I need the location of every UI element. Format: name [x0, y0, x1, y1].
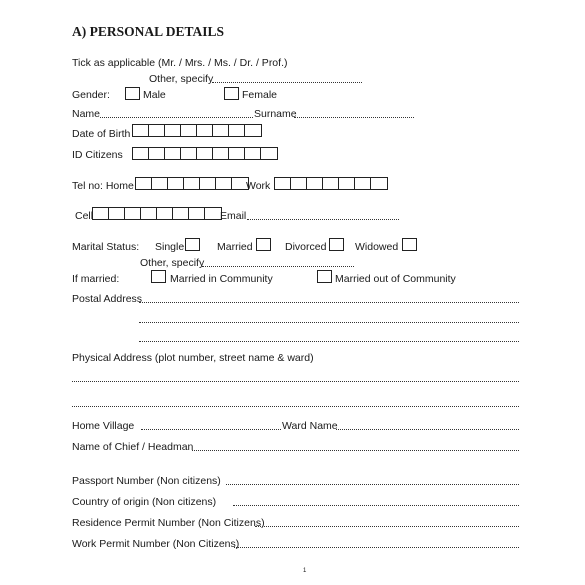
postal-label: Postal Address	[72, 293, 143, 305]
surname-field[interactable]	[294, 117, 414, 118]
ward-field[interactable]	[336, 429, 519, 430]
gender-male-checkbox[interactable]	[125, 87, 140, 100]
name-label: Name	[72, 108, 101, 120]
tel-work-grid[interactable]	[274, 177, 388, 190]
dob-label: Date of Birth	[72, 128, 131, 140]
residence-field[interactable]	[255, 526, 519, 527]
work-permit-field[interactable]	[234, 547, 519, 548]
dob-grid[interactable]	[132, 124, 262, 137]
email-field[interactable]	[247, 219, 399, 220]
postal-line-3[interactable]	[139, 341, 519, 342]
title-instruction: Tick as applicable (Mr. / Mrs. / Ms. / Dr. / Prof.)	[72, 57, 288, 69]
physical-label: Physical Address (plot number, street name & ward)	[72, 352, 314, 364]
country-field[interactable]	[233, 505, 519, 506]
passport-field[interactable]	[226, 484, 519, 485]
section-title: A) PERSONAL DETAILS	[72, 24, 225, 39]
widowed-checkbox[interactable]	[402, 238, 417, 251]
physical-line-1[interactable]	[72, 381, 519, 382]
chief-field[interactable]	[192, 450, 519, 451]
home-village-label: Home Village	[72, 420, 135, 432]
gender-male-label: Male	[143, 89, 166, 101]
home-village-field[interactable]	[141, 429, 281, 430]
marital-other-field[interactable]	[202, 266, 354, 267]
cell-label: Cell	[75, 210, 94, 222]
gender-label: Gender:	[72, 89, 110, 101]
single-label: Single	[155, 241, 185, 253]
surname-label: Surname	[254, 108, 297, 120]
id-grid[interactable]	[132, 147, 278, 160]
marital-label: Marital Status:	[72, 241, 140, 253]
passport-label: Passport Number (Non citizens)	[72, 475, 221, 487]
email-label: Email	[220, 210, 247, 222]
divorced-label: Divorced	[285, 241, 327, 253]
chief-label: Name of Chief / Headman	[72, 441, 194, 453]
married-label: Married	[217, 241, 253, 253]
tel-home-grid[interactable]	[135, 177, 249, 190]
single-checkbox[interactable]	[185, 238, 200, 251]
postal-line-1[interactable]	[139, 302, 519, 303]
tel-home-label: Tel no: Home	[72, 180, 134, 192]
if-married-label: If married:	[72, 273, 120, 285]
community-out-label: Married out of Community	[335, 273, 456, 285]
widowed-label: Widowed	[355, 241, 399, 253]
community-in-label: Married in Community	[170, 273, 273, 285]
marital-other-label: Other, specify	[140, 257, 205, 269]
physical-line-2[interactable]	[72, 406, 519, 407]
postal-line-2[interactable]	[139, 322, 519, 323]
work-label: Work	[246, 180, 271, 192]
married-checkbox[interactable]	[256, 238, 271, 251]
divorced-checkbox[interactable]	[329, 238, 344, 251]
title-other-label: Other, specify	[149, 73, 214, 85]
community-in-checkbox[interactable]	[151, 270, 166, 283]
community-out-checkbox[interactable]	[317, 270, 332, 283]
name-field[interactable]	[100, 117, 253, 118]
country-label: Country of origin (Non citizens)	[72, 496, 217, 508]
page-number: 1	[303, 568, 307, 574]
work-permit-label: Work Permit Number (Non Citizens)	[72, 538, 240, 550]
ward-label: Ward Name	[282, 420, 338, 432]
cell-grid[interactable]	[92, 207, 222, 220]
residence-label: Residence Permit Number (Non Citizens)	[72, 517, 265, 529]
gender-female-label: Female	[242, 89, 278, 101]
title-other-field[interactable]	[212, 82, 362, 83]
id-label: ID Citizens	[72, 149, 123, 161]
gender-female-checkbox[interactable]	[224, 87, 239, 100]
